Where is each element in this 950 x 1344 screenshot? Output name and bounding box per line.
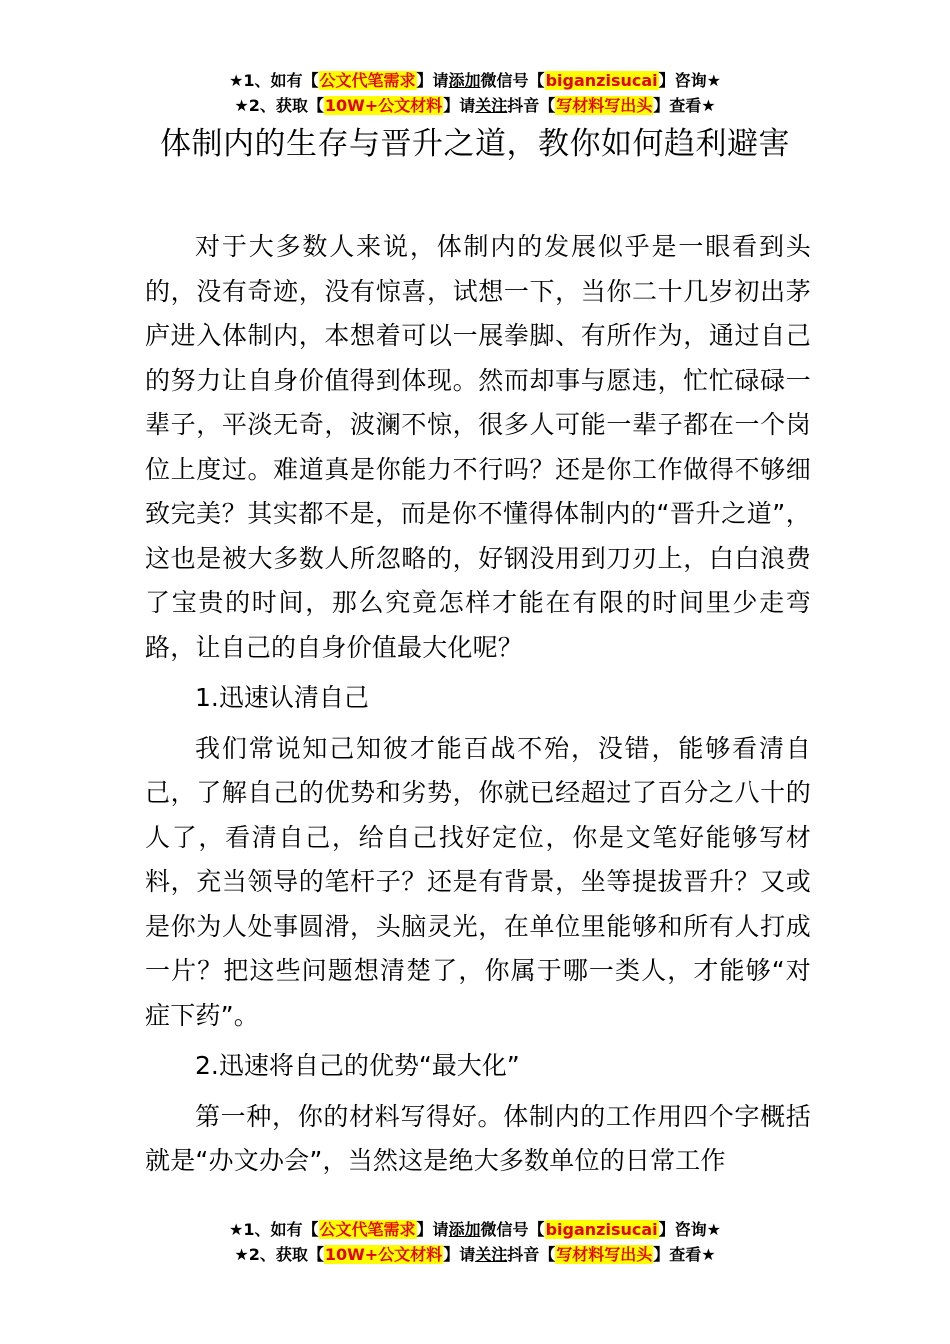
banner-text: 】请 — [416, 71, 449, 90]
section-heading-2: 2.迅速将自己的优势“最大化” — [195, 1051, 520, 1080]
page-title: 体制内的生存与晋升之道，教你如何趋利避害 — [160, 126, 790, 162]
section-heading-1: 1.迅速认清自己 — [195, 683, 369, 712]
banner-douyin-id: 写材料写出头 — [556, 96, 653, 115]
banner-text: 】咨询★ — [658, 1220, 721, 1239]
banner-text: 】查看★ — [653, 96, 716, 115]
banner-text: 】请 — [443, 96, 476, 115]
banner-wechat-id: biganzisucai — [545, 1220, 658, 1239]
document-body — [145, 225, 811, 1190]
paragraph-writing-skill: 第一种，你的材料写得好。体制内的工作用四个字概括就是“办文办会”，当然这是绝大多数单位的日常工作 — [145, 1101, 811, 1175]
banner-douyin-id: 写材料写出头 — [556, 1245, 653, 1264]
paragraph-know-yourself: 我们常说知己知彼才能百战不殆，没错，能够看清自己，了解自己的优势和劣势，你就已经超过了百分之八十的人了，看清自己，给自己找好定位，你是文笔好能够写材料，充当领导的笔杆子？还是有背景，坐等提拔晋升？又或是你为人处事圆滑，头脑灵光，在单位里能够和所有人打成一片？把这些问题想清楚了，你属于哪一类人，才能够“对症下药”。 — [145, 733, 811, 1030]
banner-text: ★1、如有【 — [229, 1220, 319, 1239]
banner-highlight: 公文代笔需求 — [319, 71, 416, 90]
banner-text: 微信号【 — [480, 1220, 545, 1239]
banner-text: 】查看★ — [653, 1245, 716, 1264]
banner-line-2 — [0, 93, 950, 118]
banner-highlight: 10W+公文材料 — [324, 1245, 443, 1264]
banner-text: ★2、获取【 — [234, 96, 324, 115]
banner-text: 】请 — [416, 1220, 449, 1239]
banner-underlined-text: 添加 — [448, 71, 481, 90]
banner-wechat-id: biganzisucai — [545, 71, 658, 90]
footer-banner — [0, 1217, 950, 1267]
banner-text: 】请 — [443, 1245, 476, 1264]
banner-underlined-text: 关注 — [475, 96, 508, 115]
banner-highlight: 10W+公文材料 — [324, 96, 443, 115]
banner-underlined-text: 关注 — [475, 1245, 508, 1264]
header-banner — [0, 68, 950, 118]
banner-text: 抖音【 — [507, 96, 556, 115]
banner-highlight: 公文代笔需求 — [319, 1220, 416, 1239]
banner-underlined-text: 添加 — [448, 1220, 481, 1239]
banner-line-2 — [0, 1242, 950, 1267]
banner-text: ★1、如有【 — [229, 71, 319, 90]
banner-line-1 — [0, 1217, 950, 1242]
banner-text: 抖音【 — [507, 1245, 556, 1264]
paragraph-intro: 对于大多数人来说，体制内的发展似乎是一眼看到头的，没有奇迹，没有惊喜，试想一下，当你二十几岁初出茅庐进入体制内，本想着可以一展拳脚、有所作为，通过自己的努力让自身价值得到体现。然而却事与愿违，忙忙碌碌一辈子，平淡无奇，波澜不惊，很多人可能一辈子都在一个岗位上度过。难道真是你能力不行吗？还是你工作做得不够细致完美？其实都不是，而是你不懂得体制内的“晋升之道”，这也是被大多数人所忽略的，好钢没用到刀刃上，白白浪费了宝贵的时间，那么究竟怎样才能在有限的时间里少走弯路，让自己的自身价值最大化呢？ — [145, 232, 811, 662]
banner-line-1 — [0, 68, 950, 93]
banner-text: 微信号【 — [480, 71, 545, 90]
banner-text: ★2、获取【 — [234, 1245, 324, 1264]
banner-text: 】咨询★ — [658, 71, 721, 90]
